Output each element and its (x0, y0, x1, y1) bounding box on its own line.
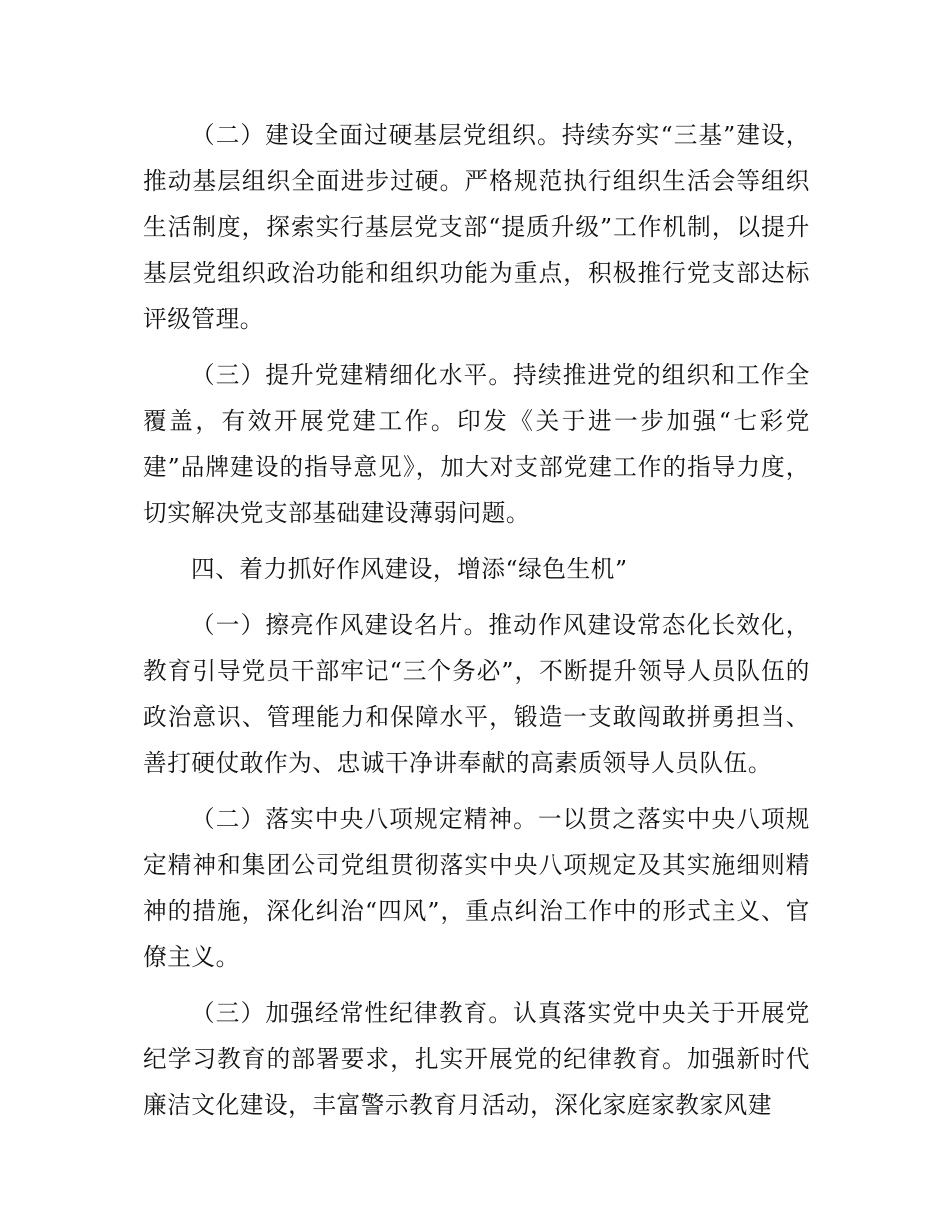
section-heading-work-style: 四、着力抓好作风建设，增添“绿色生机” (191, 555, 628, 583)
paragraph-discipline-education: （三）加强经常性纪律教育。认真落实党中央关于开展党纪学习教育的部署要求，扎实开展党的纪律教育。加强新时代廉洁文化建设，丰富警示教育月活动，深化家庭家教家风建 (143, 999, 810, 1119)
paragraph-work-style-card: （一）擦亮作风建设名片。推动作风建设常态化长效化，教育引导党员干部牢记“三个务必”，不断提升领导人员队伍的政治意识、管理能力和保障水平，锻造一支敢闯敢拼勇担当、善打硬仗敢作为、忠诚干净讲奉献的高素质领导人员队伍。 (143, 611, 810, 777)
paragraph-party-building-refinement: （三）提升党建精细化水平。持续推进党的组织和工作全覆盖，有效开展党建工作。印发《关于进一步加强“七彩党建”品牌建设的指导意见》，加大对支部党建工作的指导力度，切实解决党支部基础建设薄弱问题。 (143, 361, 810, 527)
paragraph-eight-point-rules: （二）落实中央八项规定精神。一以贯之落实中央八项规定精神和集团公司党组贯彻落实中央八项规定及其实施细则精神的措施，深化纠治“四风”，重点纠治工作中的形式主义、官僚主义。 (143, 805, 810, 971)
paragraph-party-organization: （二）建设全面过硬基层党组织。持续夯实“三基”建设，推动基层组织全面进步过硬。严格规范执行组织生活会等组织生活制度，探索实行基层党支部“提质升级”工作机制，以提升基层党组织政治功能和组织功能为重点，积极推行党支部达标评级管理。 (143, 121, 810, 333)
document-body (143, 112, 810, 1138)
